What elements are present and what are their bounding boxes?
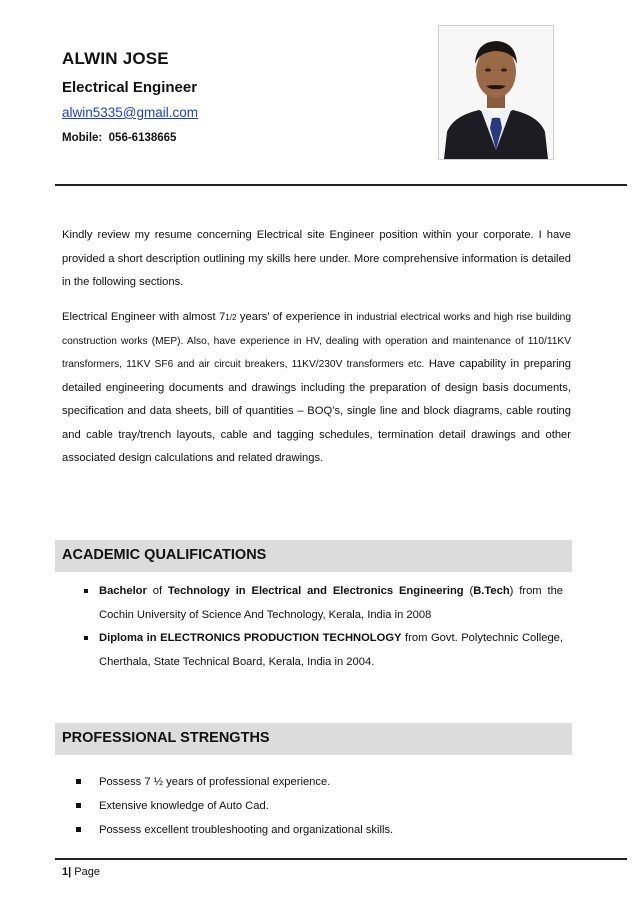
degree-text: of [146, 585, 168, 597]
list-item [62, 771, 563, 795]
strength-text: Extensive knowledge of Auto Cad. [99, 799, 269, 812]
email-link[interactable]: alwin5335@gmail.com [62, 105, 199, 120]
bullet-icon [76, 827, 81, 832]
experience-text-c: Have capability in preparing detailed engineering documents and drawings including the preparation of design basis documents, specification and data sheets, bill of quantities – BOQ’s, single line and block diagrams, cable routing and cable tray/trench layouts, cable and tagging schedules, termination detail drawings and other associated design calculations and related drawings. [62, 358, 571, 464]
page-label: Page [71, 866, 100, 878]
mobile-value: 056-6138665 [108, 132, 177, 144]
section-academic [55, 540, 572, 572]
degree-text: ) from the Cochin University of Science And Technology, Kerala, India in 2008 [99, 585, 564, 621]
footer-divider [55, 858, 627, 860]
experience-paragraph [62, 306, 571, 471]
diploma-text: from Govt. Polytechnic College, Cherthala, State Technical Board, Kerala, India in 2004. [99, 632, 563, 668]
person-portrait-icon [439, 26, 553, 159]
section-heading: ACADEMIC QUALIFICATIONS [62, 547, 267, 563]
list-item [62, 795, 563, 819]
job-title: Electrical Engineer [62, 79, 198, 96]
degree-bold: Technology in Electrical and Electronics Engineering [167, 585, 464, 597]
mobile-label: Mobile [62, 132, 99, 144]
mobile-colon: : [98, 132, 109, 144]
experience-text-a: Electrical Engineer with almost 7 [62, 311, 226, 323]
list-item [62, 627, 563, 674]
profile-photo [438, 25, 554, 160]
header-divider [55, 184, 627, 186]
strengths-list [62, 771, 563, 842]
list-item [62, 580, 563, 627]
page-footer [62, 866, 100, 878]
candidate-name: ALWIN JOSE [62, 49, 169, 68]
experience-fraction: 1/2 [225, 313, 237, 322]
degree-text: ( [463, 585, 474, 597]
mobile-line [62, 132, 176, 144]
diploma-bold: Diploma in ELECTRONICS PRODUCTION TECHNOLOGY [99, 632, 402, 644]
degree-bold: Bachelor [99, 585, 147, 597]
bullet-icon [84, 636, 88, 640]
strength-text: Possess excellent troubleshooting and organizational skills. [99, 823, 394, 836]
experience-text-b: years’ of experience in [236, 311, 357, 323]
academic-list [62, 580, 563, 674]
bullet-icon [84, 589, 88, 593]
page-number: 1| [62, 866, 72, 878]
bullet-icon [76, 803, 81, 808]
experience-text-small: industrial electrical works and high rise building construction works (MEP). Also, have experience in HV, dealing with operation and maintenance of 110/11KV transformers, 11KV SF6 and air circuit breakers, 11KV/230V transformers etc. [62, 312, 571, 370]
section-heading: PROFESSIONAL STRENGTHS [62, 730, 270, 746]
strength-text: Possess 7 ½ years of professional experience. [99, 776, 331, 788]
bullet-icon [76, 779, 81, 784]
list-item [62, 819, 563, 843]
degree-bold: B.Tech [473, 585, 510, 597]
intro-paragraph: Kindly review my resume concerning Electrical site Engineer position within your corporate. I have provided a short description outlining my skills here under. More comprehensive information is detailed in the following sections. [62, 229, 571, 288]
section-strengths [55, 723, 572, 755]
